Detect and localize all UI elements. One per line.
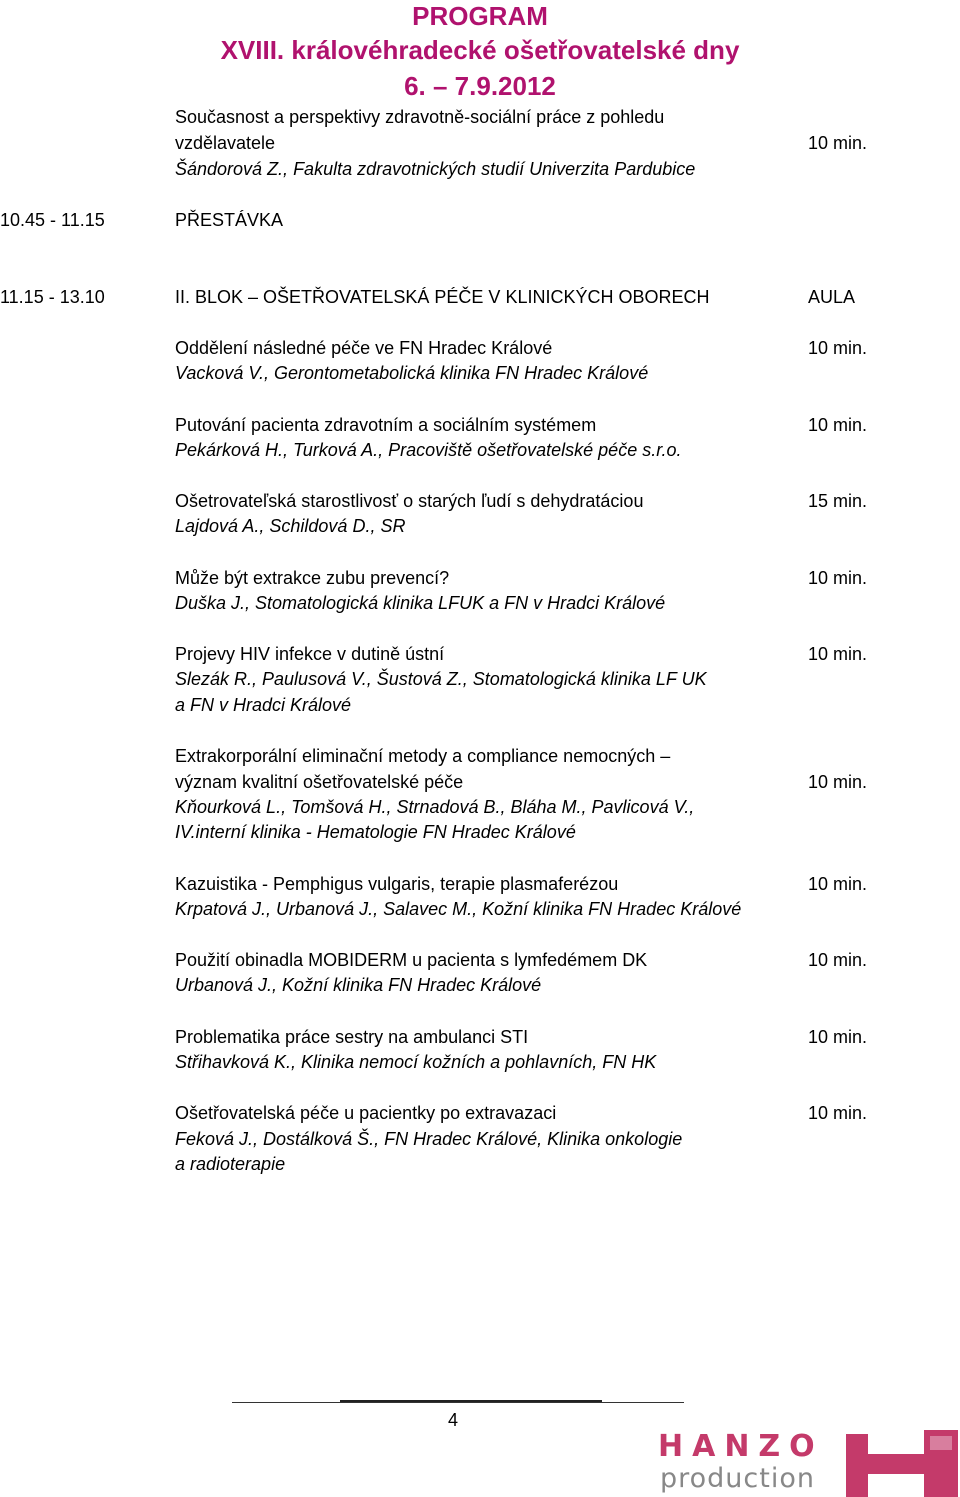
logo-h-mark-icon <box>846 1430 958 1497</box>
talk-author: Pekárková H., Turková A., Pracoviště ošetřovatelské péče s.r.o. <box>175 440 682 460</box>
page-number: 4 <box>448 1410 459 1430</box>
talk-title: Oddělení následné péče ve FN Hradec Králové <box>175 338 553 358</box>
talk-author-line2: IV.interní klinika - Hematologie FN Hradec Králové <box>175 822 576 842</box>
talk-duration: 10 min. <box>808 772 868 792</box>
talk-author: Duška J., Stomatologická klinika LFUK a FN v Hradci Králové <box>175 593 666 613</box>
talk-title: Ošetřovatelská péče u pacientky po extravazaci <box>175 1103 557 1123</box>
talk-duration: 15 min. <box>808 491 868 511</box>
intro-duration: 10 min. <box>808 133 868 153</box>
block-label: II. BLOK – OŠETŘOVATELSKÁ PÉČE V KLINICKÝCH OBORECH <box>175 287 710 307</box>
talk-duration: 10 min. <box>808 1103 868 1123</box>
talk-duration: 10 min. <box>808 950 868 970</box>
logo-text-production: production <box>660 1463 815 1494</box>
talk-title: Extrakorporální eliminační metody a compliance nemocných – <box>175 746 671 766</box>
talk-author: Slezák R., Paulusová V., Šustová Z., Stomatologická klinika LF UK <box>175 669 707 689</box>
talk-title: Putování pacienta zdravotním a sociálním systémem <box>175 415 597 435</box>
talk-title: Problematika práce sestry na ambulanci STI <box>175 1027 529 1047</box>
talk-author: Feková J., Dostálková Š., FN Hradec Králové, Klinika onkologie <box>175 1129 683 1149</box>
talk-author: Kňourková L., Tomšová H., Strnadová B., Bláha M., Pavlicová V., <box>175 797 695 817</box>
intro-title-line2: vzdělavatele <box>175 133 276 153</box>
talk-title-line2: význam kvalitní ošetřovatelské péče <box>175 772 464 792</box>
hanzo-logo <box>658 1430 958 1497</box>
talk-duration: 10 min. <box>808 644 868 664</box>
program-heading: PROGRAM <box>412 1 548 31</box>
event-dates: 6. – 7.9.2012 <box>404 71 556 101</box>
talk-author: Střihavková K., Klinika nemocí kožních a pohlavních, FN HK <box>175 1052 657 1072</box>
break-label: PŘESTÁVKA <box>175 210 284 230</box>
block-room: AULA <box>808 287 856 307</box>
talk-author-line2: a FN v Hradci Králové <box>175 695 352 715</box>
talk-title: Kazuistika - Pemphigus vulgaris, terapie plasmaferézou <box>175 874 619 894</box>
talk-title: Projevy HIV infekce v dutině ústní <box>175 644 445 664</box>
talk-title: Použití obinadla MOBIDERM u pacienta s lymfedémem DK <box>175 950 648 970</box>
logo-text-hanzo: HANZO <box>658 1429 824 1464</box>
talk-author: Vacková V., Gerontometabolická klinika FN Hradec Králové <box>175 363 649 383</box>
talk-title: Ošetrovateľská starostlivosť o starých ľudí s dehydratáciou <box>175 491 644 511</box>
talk-duration: 10 min. <box>808 338 868 358</box>
footer-divider-accent <box>340 1400 602 1402</box>
event-title: XVIII. královéhradecké ošetřovatelské dny <box>220 35 740 65</box>
talk-duration: 10 min. <box>808 415 868 435</box>
talk-duration: 10 min. <box>808 1027 868 1047</box>
footer-divider <box>232 1402 684 1403</box>
intro-title-line1: Současnost a perspektivy zdravotně-sociální práce z pohledu <box>175 107 665 127</box>
talk-author-line2: a radioterapie <box>175 1154 286 1174</box>
talk-title: Může být extrakce zubu prevencí? <box>175 568 450 588</box>
talk-duration: 10 min. <box>808 568 868 588</box>
talk-author: Krpatová J., Urbanová J., Salavec M., Kožní klinika FN Hradec Králové <box>175 899 742 919</box>
talk-duration: 10 min. <box>808 874 868 894</box>
block-time: 11.15 - 13.10 <box>0 287 105 307</box>
talk-author: Lajdová A., Schildová D., SR <box>175 516 406 536</box>
talk-author: Urbanová J., Kožní klinika FN Hradec Králové <box>175 975 542 995</box>
intro-author: Šándorová Z., Fakulta zdravotnických studií Univerzita Pardubice <box>175 159 696 179</box>
break-time: 10.45 - 11.15 <box>0 210 105 230</box>
